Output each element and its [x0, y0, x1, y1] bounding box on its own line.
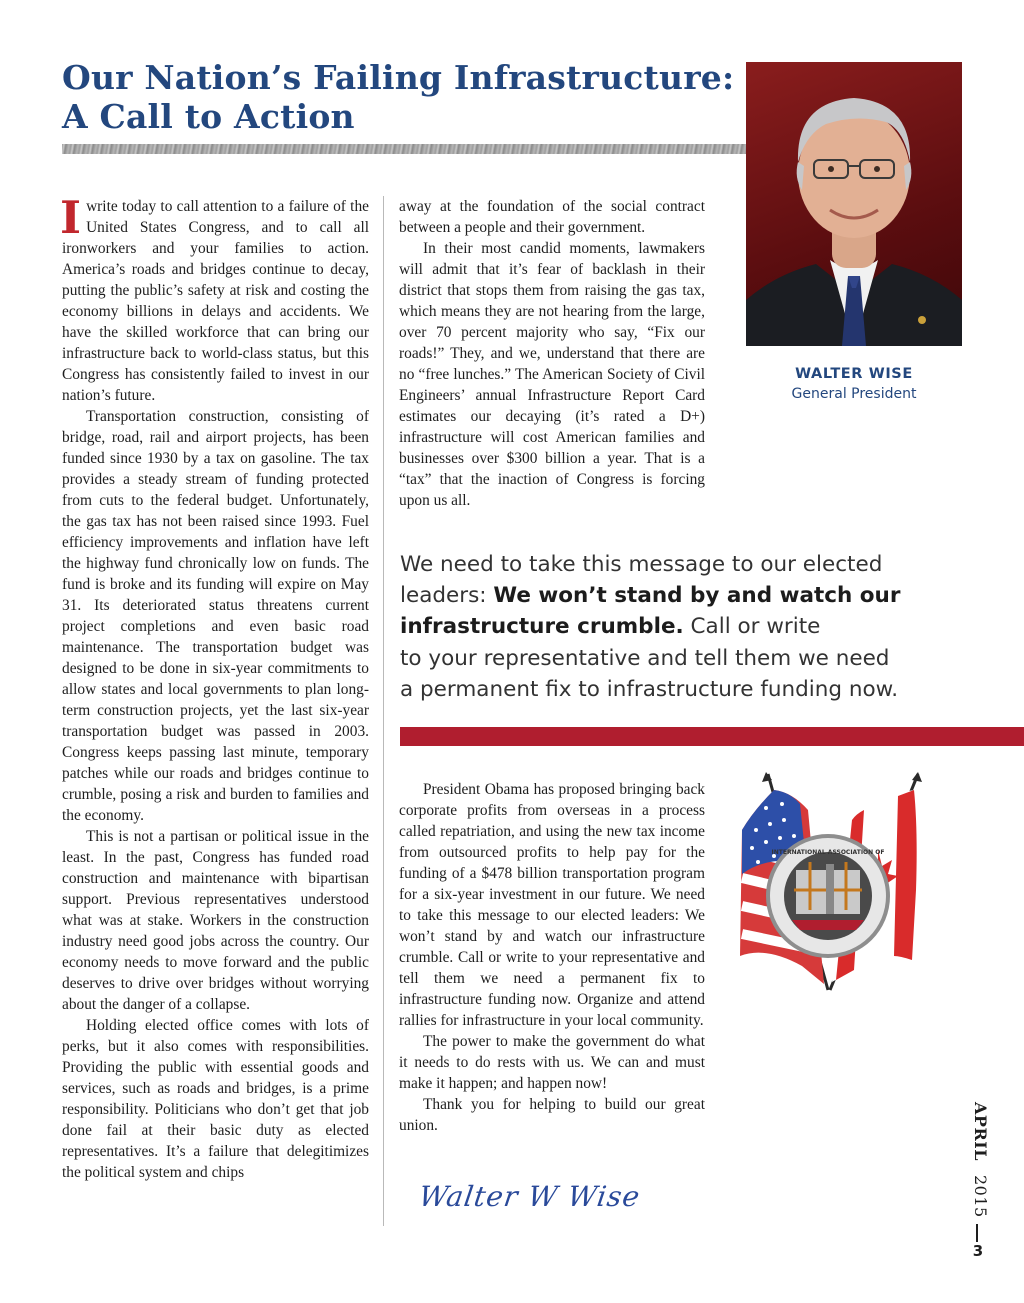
paragraph-1 [60, 191, 369, 406]
author-signature: Walter W Wise [416, 1180, 643, 1213]
body-column-2 [399, 196, 705, 511]
portrait-illustration [746, 62, 962, 346]
pull-quote-line-3 [400, 611, 1010, 642]
pull-quote-text: leaders: [400, 583, 494, 609]
paragraph-7: President Obama has proposed bringing back corporate profits from overseas in a process called repatriation, and using the new tax income from outsourced profits to help pay for the funding of a $478 billion transportation program for a six-year investment in our future. We need to take this message to our elected leaders: We won’t stand by and watch our infrastructure crumble. Call or write to your representative and tell them we need a permanent fix to infrastructure funding now. Organize and attend rallies for infrastructure in your local community. [399, 781, 705, 1029]
footer-rule [976, 1224, 978, 1242]
pull-quote-line-1: We need to take this message to our elected [400, 552, 883, 577]
paragraph-9: Thank you for helping to build our great union. [399, 1096, 705, 1134]
pull-quote-line-5: a permanent fix to infrastructure funding now. [400, 676, 899, 702]
union-emblem-flags-icon [736, 770, 922, 1000]
drop-cap: I [60, 191, 82, 244]
union-emblem [736, 770, 922, 1000]
paragraph-5: away at the foundation of the social contract between a people and their government. [399, 198, 705, 236]
pull-quote-emphasis: We won’t stand by and watch our [493, 583, 901, 609]
page-number: 3 [972, 1242, 984, 1260]
paragraph-6: In their most candid moments, lawmakers will admit that it’s fear of backlash in their district that stops them from raising the gas tax, which means they are not hearing from the large, over 70 percent majority who say, “Fix our roads!” They, and we, understand that there are no “free lunches.” The American Society of Civil Engineers’ annual Infrastructure Report Card estimates our decaying (it’s rated a D+) infrastructure will cost American families and businesses over $300 billion a year. That is a “tax” that the inaction of Congress is forcing upon us all. [399, 240, 705, 509]
pull-quote-line-4: to your representative and tell them we need [400, 645, 890, 671]
paragraph-1-text: write today to call attention to a failure of the United States Congress, and to call all ironworkers and your families to action. America’s roads and bridges continue to decay, putting the public’s safety at risk and costing the economy billions in delays and accidents. We have the skilled workforce that can bring our infrastructure back to world-class status, but this Congress has consistently failed to invest in our nation’s future. [62, 198, 369, 404]
paragraph-2: Transportation construction, consisting of bridge, road, rail and airport projects, has been funded since 1930 by a tax on gasoline. The tax provides a steady stream of funding protected from cuts to the federal budget. Unfortunately, the gas tax has not been raised since 1993. Fuel efficiency improvements and inflation have left the highway fund chronically low on funds. The fund is broke and its funding will expire on May 31. Its deteriorated status threatens current project completions and even basic road maintenance. The transportation budget was designed to be done in six-year commitments to allow states and local governments to plan long-term construction projects, yet the last six-year transportation budget was passed in 2003. Congress keeps passing last minute, temporary patches while our roads and bridges continue to crumble, posing a risk and burden to families and the economy. [62, 408, 369, 824]
emblem-text-top: INTERNATIONAL ASSOCIATION OF [771, 849, 885, 856]
title-divider [62, 144, 746, 154]
red-accent-band [400, 727, 1024, 746]
pull-quote-line-2 [400, 580, 1010, 611]
paragraph-3: This is not a partisan or political issue in the least. In the past, Congress has funded road construction and maintenance with bipartisan support. Previous representatives understood what was at stake. Workers in the construction industry need good jobs across the country. Our economy needs to move forward and the public deserves to drive over bridges without worrying about the danger of a collapse. [62, 828, 369, 1013]
body-column-3 [399, 779, 705, 1136]
issue-year: 2015 [971, 1174, 990, 1218]
author-name: WALTER WISE [795, 366, 913, 382]
article-title-line-1: Our Nation’s Failing Infrastructure: [62, 58, 735, 97]
author-title: General President [791, 386, 917, 402]
issue-date [966, 1102, 990, 1218]
paragraph-4: Holding elected office comes with lots of perks, but it also comes with responsibilities. Providing the public with essential goods and services, such as roads and bridges, is a prime responsibility. Politicians who don’t get that job done fail at their basic duty as elected representatives. It’s a failure that delegitimizes the political system and chips [62, 1017, 369, 1181]
author-portrait [746, 62, 962, 346]
pull-quote-text: Call or write [683, 614, 821, 640]
pull-quote-emphasis: infrastructure crumble. [400, 614, 684, 640]
article-title-line-2: A Call to Action [62, 97, 355, 136]
issue-month: APRIL [971, 1102, 990, 1161]
paragraph-8: The power to make the government do what it needs to do rests with us. We can and must make it happen; and happen now! [399, 1033, 705, 1092]
body-column-1 [60, 191, 369, 1183]
column-divider [383, 196, 384, 1226]
article-title [62, 58, 742, 136]
author-caption [746, 364, 962, 404]
pull-quote [400, 549, 1010, 705]
